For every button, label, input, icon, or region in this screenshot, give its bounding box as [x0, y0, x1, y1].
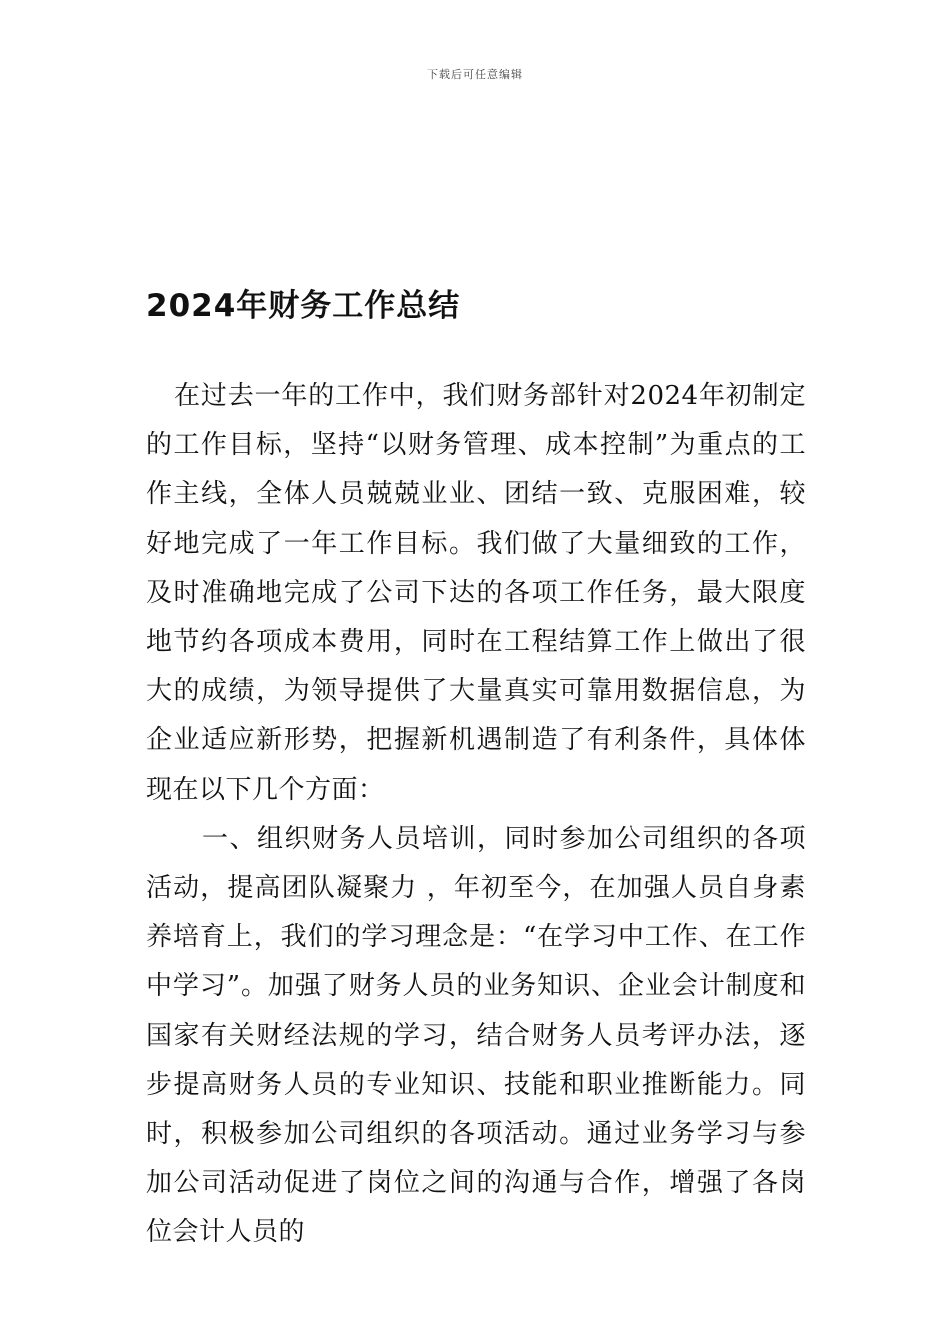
document-title: 2024年财务工作总结: [146, 288, 461, 324]
paragraph-intro: 在过去一年的工作中，我们财务部针对2024年初制定的工作目标，坚持“以财务管理、成本控制”为重点的工作主线，全体人员兢兢业业、团结一致、克服困难，较好地完成了一年工作目标。我们做了大量细致的工作，及时准确地完成了公司下达的各项工作任务，最大限度地节约各项成本费用，同时在工程结算工作上做出了很大的成绩，为领导提供了大量真实可靠用数据信息，为企业适应新形势，把握新机遇制造了有利条件，具体体现在以下几个方面：: [146, 381, 806, 805]
paragraph-section-1: 一、组织财务人员培训，同时参加公司组织的各项活动，提高团队凝聚力 ，年初至今，在加强人员自身素养培育上，我们的学习理念是：“在学习中工作、在工作中学习”。加强了财务人员的业务知识、企业会计制度和国家有关财经法规的学习，结合财务人员考评办法，逐步提高财务人员的专业知识、技能和职业推断能力。同时，积极参加公司组织的各项活动。通过业务学习与参加公司活动促进了岗位之间的沟通与合作，增强了各岗位会计人员的: [146, 823, 806, 1248]
document-body: [146, 372, 806, 1258]
header-note: 下载后可任意编辑: [427, 68, 523, 81]
